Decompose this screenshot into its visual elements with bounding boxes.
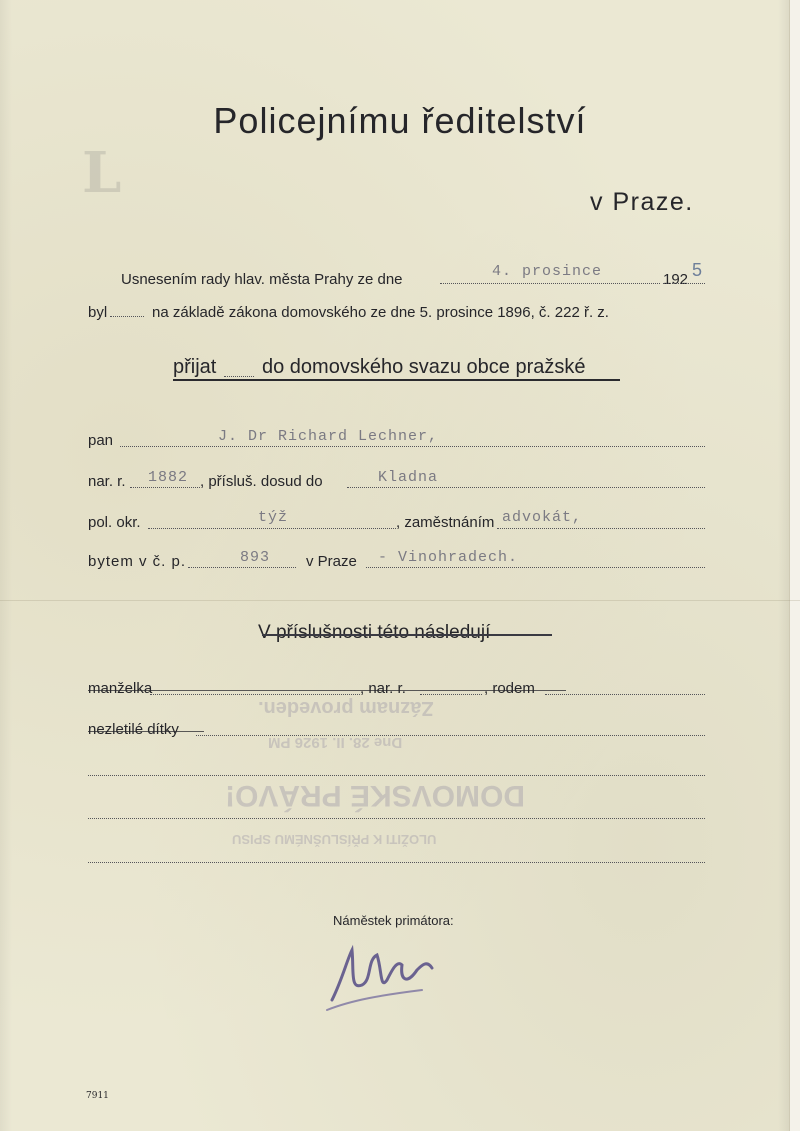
- resolution-intro: Usnesením rady hlav. města Prahy ze dne: [121, 271, 403, 288]
- city-part: - Vinohradech.: [378, 549, 519, 566]
- belongs-place: Kladna: [378, 469, 439, 486]
- handwritten-signature: [322, 940, 442, 1020]
- person-name: J. Dr Richard Lechner,: [218, 428, 439, 445]
- resolution-year-suffix: 5: [692, 260, 703, 280]
- byl-dots: [110, 316, 144, 317]
- district-dots: [148, 528, 396, 529]
- wife-dots: [150, 694, 360, 695]
- house-number: 893: [240, 549, 271, 566]
- belongs-label: , přísluš. dosud do: [200, 473, 323, 490]
- children-label: nezletilé dítky: [88, 721, 179, 738]
- job-value: advokát,: [502, 509, 583, 526]
- belonging-heading: V příslušnosti této následují: [258, 622, 491, 643]
- blank-line-1: [88, 775, 705, 776]
- margin-stamp-mark: L: [82, 140, 122, 206]
- job-dots: [497, 528, 705, 529]
- paper-fold: [0, 600, 800, 601]
- wife-born-label: , nar. r.: [360, 680, 406, 697]
- born-year: 1882: [148, 469, 189, 486]
- district-value: týž: [258, 509, 289, 526]
- year-dots: [663, 283, 705, 284]
- wife-born-dots: [420, 694, 482, 695]
- signature-label: Náměstek primátora:: [333, 913, 454, 928]
- accepted-dots: [224, 376, 254, 377]
- blank-line-3: [88, 862, 705, 863]
- paper-edge: [789, 0, 800, 1131]
- stamp-line-4: ULOŽITI K PŘÍSLUŠNÉMU SPISU: [232, 832, 437, 847]
- blank-line-2: [88, 818, 705, 819]
- pan-dots: [120, 446, 705, 447]
- city-dots: [366, 567, 705, 568]
- stamp-line-2: Dne 28. II. 1926 PM: [268, 734, 403, 751]
- document-title: Policejnímu ředitelství: [213, 100, 587, 141]
- accepted-label: přijat: [173, 356, 217, 378]
- document-city: v Praze.: [590, 188, 694, 216]
- union-underline: [173, 379, 620, 381]
- law-text: na základě zákona domovského ze dne 5. prosince 1896, č. 222 ř. z.: [152, 304, 609, 321]
- resolution-year-prefix: 192: [663, 271, 689, 288]
- address-dots: [188, 567, 296, 568]
- address-label: bytem v č. p.: [88, 553, 187, 570]
- wife-maiden-label: , rodem: [484, 680, 535, 697]
- heading-strike: [262, 634, 552, 636]
- city-label: v Praze: [306, 553, 357, 570]
- born-label: nar. r.: [88, 473, 126, 490]
- children-strike: [88, 731, 204, 732]
- stamp-line-3: DOMOVSKÉ PRÁVO!: [225, 779, 526, 812]
- byl-label: byl: [88, 304, 108, 321]
- wife-strike: [88, 690, 566, 691]
- stamp-line-1: Záznam proveden.: [258, 697, 434, 719]
- pan-label: pan: [88, 432, 114, 449]
- born-dots: [130, 487, 200, 488]
- job-label: , zaměstnáním: [396, 514, 495, 531]
- wife-label: manželka: [88, 680, 153, 697]
- resolution-date: 4. prosince: [492, 263, 603, 280]
- union-text: do domovského svazu obce pražské: [262, 356, 586, 378]
- district-label: pol. okr.: [88, 514, 141, 531]
- date-dots: [440, 283, 660, 284]
- belongs-dots: [347, 487, 705, 488]
- form-number: 7911: [86, 1091, 109, 1101]
- wife-maiden-dots: [545, 694, 705, 695]
